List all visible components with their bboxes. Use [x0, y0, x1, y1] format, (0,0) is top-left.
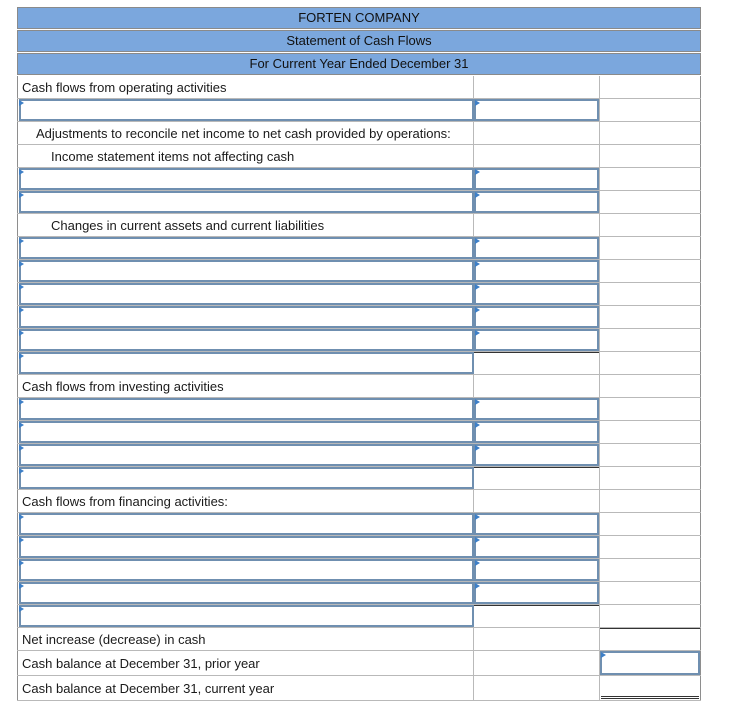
operating-net-income-amount-input[interactable] [474, 99, 599, 121]
investing-total-desc-input[interactable] [19, 467, 474, 489]
financing-1-amount-input[interactable] [474, 513, 599, 535]
dropdown-marker-icon [475, 514, 480, 520]
investing-input-row [17, 444, 701, 467]
ending-balance-label: Cash balance at December 31, current year [22, 680, 275, 696]
dropdown-marker-icon [19, 468, 24, 474]
noncash-item-1-amount-input[interactable] [474, 168, 599, 190]
double-underline [601, 696, 699, 699]
financing-4-amount-input[interactable] [474, 582, 599, 604]
changes-input-row [17, 283, 701, 306]
dropdown-marker-icon [475, 100, 480, 106]
beginning-balance-amount-input[interactable] [600, 651, 700, 675]
noncash-item-2-amount-input[interactable] [474, 191, 599, 213]
dropdown-marker-icon [19, 284, 24, 290]
dropdown-marker-icon [475, 307, 480, 313]
statement-title: Statement of Cash Flows [286, 33, 432, 48]
financing-heading-row [17, 490, 701, 513]
dropdown-marker-icon [475, 169, 480, 175]
dropdown-marker-icon [475, 238, 480, 244]
dropdown-marker-icon [475, 445, 480, 451]
dropdown-marker-icon [475, 399, 480, 405]
noncash-item-2-desc-input[interactable] [19, 191, 474, 213]
investing-3-desc-input[interactable] [19, 444, 474, 466]
investing-heading: Cash flows from investing activities [22, 378, 224, 394]
total-line [600, 628, 700, 629]
dropdown-marker-icon [19, 192, 24, 198]
operating-total-row [17, 352, 701, 375]
investing-total-row [17, 467, 701, 490]
dropdown-marker-icon [19, 606, 24, 612]
change-3-desc-input[interactable] [19, 283, 474, 305]
operating-input-row [17, 99, 701, 122]
investing-1-amount-input[interactable] [474, 398, 599, 420]
noncash-input-row [17, 168, 701, 191]
subtotal-line [474, 467, 599, 468]
dropdown-marker-icon [475, 192, 480, 198]
adjustments-heading-row [17, 122, 701, 145]
dropdown-marker-icon [19, 307, 24, 313]
changes-heading-row [17, 214, 701, 237]
statement-period-header [17, 53, 701, 75]
financing-input-row [17, 582, 701, 605]
dropdown-marker-icon [19, 353, 24, 359]
adjustments-heading: Adjustments to reconcile net income to net cash provided by operations: [36, 125, 451, 141]
dropdown-marker-icon [475, 330, 480, 336]
dropdown-marker-icon [475, 537, 480, 543]
statement-period: For Current Year Ended December 31 [249, 56, 469, 71]
dropdown-marker-icon [19, 330, 24, 336]
change-5-desc-input[interactable] [19, 329, 474, 351]
beginning-balance-label: Cash balance at December 31, prior year [22, 655, 260, 671]
financing-input-row [17, 536, 701, 559]
investing-heading-row [17, 375, 701, 398]
net-change-label: Net increase (decrease) in cash [22, 631, 206, 647]
noncash-heading-row [17, 145, 701, 168]
financing-input-row [17, 559, 701, 582]
change-4-amount-input[interactable] [474, 306, 599, 328]
financing-3-desc-input[interactable] [19, 559, 474, 581]
change-1-amount-input[interactable] [474, 237, 599, 259]
financing-heading: Cash flows from financing activities: [22, 493, 228, 509]
dropdown-marker-icon [19, 445, 24, 451]
investing-3-amount-input[interactable] [474, 444, 599, 466]
statement-title-header [17, 30, 701, 52]
operating-total-desc-input[interactable] [19, 352, 474, 374]
noncash-items-heading: Income statement items not affecting cash [51, 148, 295, 164]
company-name-header [17, 7, 701, 29]
dropdown-marker-icon [19, 422, 24, 428]
financing-2-amount-input[interactable] [474, 536, 599, 558]
dropdown-marker-icon [19, 514, 24, 520]
change-4-desc-input[interactable] [19, 306, 474, 328]
changes-input-row [17, 329, 701, 352]
investing-input-row [17, 421, 701, 444]
dropdown-marker-icon [475, 583, 480, 589]
dropdown-marker-icon [475, 261, 480, 267]
company-name: FORTEN COMPANY [298, 10, 420, 25]
dropdown-marker-icon [19, 583, 24, 589]
dropdown-marker-icon [19, 261, 24, 267]
financing-3-amount-input[interactable] [474, 559, 599, 581]
change-1-desc-input[interactable] [19, 237, 474, 259]
operating-net-income-desc-input[interactable] [19, 99, 474, 121]
dropdown-marker-icon [601, 652, 606, 658]
investing-input-row [17, 398, 701, 421]
investing-2-desc-input[interactable] [19, 421, 474, 443]
financing-total-desc-input[interactable] [19, 605, 474, 627]
change-2-amount-input[interactable] [474, 260, 599, 282]
dropdown-marker-icon [475, 284, 480, 290]
financing-input-row [17, 513, 701, 536]
dropdown-marker-icon [475, 560, 480, 566]
noncash-input-row [17, 191, 701, 214]
financing-total-row [17, 605, 701, 628]
dropdown-marker-icon [19, 399, 24, 405]
financing-2-desc-input[interactable] [19, 536, 474, 558]
net-change-row [17, 628, 701, 651]
ending-balance-row [17, 676, 701, 701]
beginning-balance-row [17, 651, 701, 676]
change-3-amount-input[interactable] [474, 283, 599, 305]
ending-balance-amount-input[interactable] [600, 676, 700, 696]
operating-heading-row [17, 76, 701, 99]
dropdown-marker-icon [19, 169, 24, 175]
subtotal-line [474, 605, 599, 606]
dropdown-marker-icon [19, 537, 24, 543]
changes-input-row [17, 260, 701, 283]
subtotal-line [474, 352, 599, 353]
financing-4-desc-input[interactable] [19, 582, 474, 604]
operating-heading: Cash flows from operating activities [22, 79, 227, 95]
dropdown-marker-icon [19, 238, 24, 244]
investing-1-desc-input[interactable] [19, 398, 474, 420]
changes-input-row [17, 306, 701, 329]
changes-heading: Changes in current assets and current liabilities [51, 217, 325, 233]
dropdown-marker-icon [475, 422, 480, 428]
dropdown-marker-icon [19, 100, 24, 106]
financing-1-desc-input[interactable] [19, 513, 474, 535]
noncash-item-1-desc-input[interactable] [19, 168, 474, 190]
dropdown-marker-icon [19, 560, 24, 566]
changes-input-row [17, 237, 701, 260]
change-5-amount-input[interactable] [474, 329, 599, 351]
investing-2-amount-input[interactable] [474, 421, 599, 443]
change-2-desc-input[interactable] [19, 260, 474, 282]
